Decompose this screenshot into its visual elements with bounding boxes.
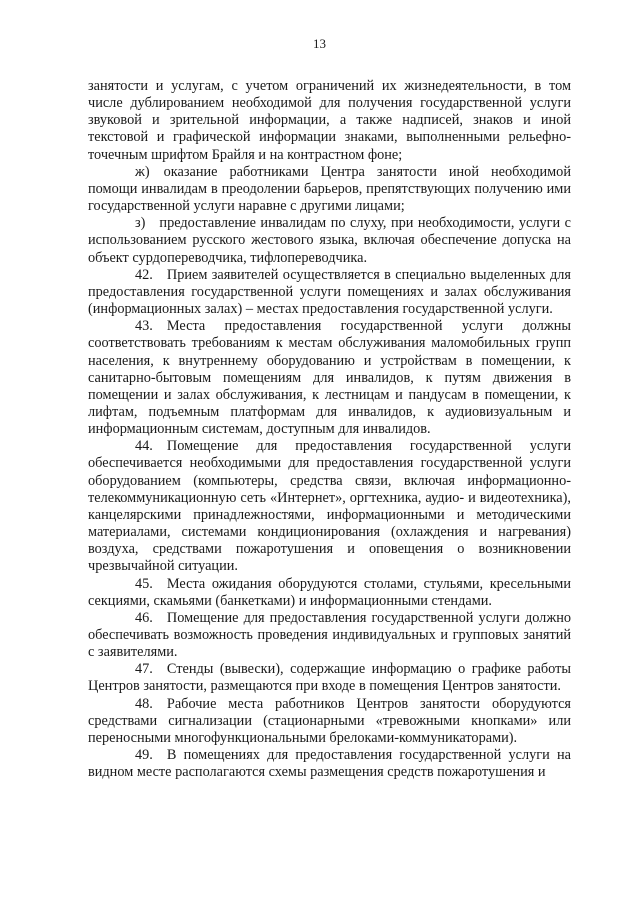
paragraph-47 xyxy=(88,661,571,695)
paragraph-42 xyxy=(88,267,571,318)
paragraph-text: Места предоставления государственной услуги должны соответствовать требованиям к местам обслуживания маломобильных групп населения, к внутреннему оборудованию и устройствам в помещении, к санитарно-бытовым помещениям для инвалидов, к путям движения в помещении и залах обслуживания, к лестницам и пандусам в помещении, к лифтам, подъемным платформам для инвалидов, к аудиовизуальным и информационным системам, доступным для инвалидов. xyxy=(88,318,571,438)
document-body xyxy=(88,78,571,781)
paragraph-item-z xyxy=(88,215,571,266)
item-marker: ж) xyxy=(135,163,150,180)
item-number: 48. xyxy=(135,695,153,712)
item-number: 43. xyxy=(135,318,153,335)
paragraph-text: Стенды (вывески), содержащие информацию о графике работы Центров занятости, размещаются при входе в помещения Центров занятости. xyxy=(88,661,571,695)
paragraph-44 xyxy=(88,438,571,575)
item-number: 49. xyxy=(135,747,153,764)
paragraph-text: Помещение для предоставления государственной услуги должно обеспечивать возможность проведения индивидуальных и групповых занятий с заявителями. xyxy=(88,609,571,661)
paragraph-text: предоставление инвалидам по слуху, при необходимости, услуги с использованием русского жестового языка, включая обеспечение допуска на объект сурдопереводчика, тифлопереводчика. xyxy=(88,215,571,266)
paragraph-48 xyxy=(88,696,571,747)
item-number: 42. xyxy=(135,266,153,283)
paragraph-text: Прием заявителей осуществляется в специально выделенных для предоставления государственной услуги помещениях и залах обслуживания (информационных залах) – местах предоставления государственной услуги. xyxy=(88,266,571,318)
paragraph-text: занятости и услугам, с учетом ограничений их жизнедеятельности, в том числе дублированием необходимой для получения государственной услуги звуковой и зрительной информации, а также надписей, знаков и иной текстовой и графической информации знаками, выполненными рельефно-точечным шрифтом Брайля и на контрастном фоне; xyxy=(88,78,571,163)
item-number: 45. xyxy=(135,575,153,592)
paragraph-text: В помещениях для предоставления государственной услуги на видном месте располагаются схемы размещения средств пожаротушения и xyxy=(88,747,571,781)
item-number: 47. xyxy=(135,661,153,678)
paragraph-item-zh xyxy=(88,164,571,215)
item-number: 46. xyxy=(135,609,153,626)
paragraph-continuation xyxy=(88,78,571,164)
paragraph-text: оказание работниками Центра занятости иной необходимой помощи инвалидам в преодолении барьеров, препятствующих получению ими государственной услуги наравне с другими лицами; xyxy=(88,163,571,215)
paragraph-45 xyxy=(88,576,571,610)
item-number: 44. xyxy=(135,438,153,455)
page-number: 13 xyxy=(313,36,326,51)
paragraph-43 xyxy=(88,318,571,438)
paragraph-text: Помещение для предоставления государственной услуги обеспечивается необходимыми для предоставления государственной услуги оборудованием (компьютеры, средства связи, включая информационно-телекоммуникационную сеть «Интернет», оргтехника, аудио- и видеотехника), канцелярскими принадлежностями, информационными и методическими материалами, системами кондиционирования (охлаждения и нагревания) воздуха, средствами пожаротушения и оповещения о возникновении чрезвычайной ситуации. xyxy=(88,438,571,575)
paragraph-46 xyxy=(88,610,571,661)
paragraph-49 xyxy=(88,747,571,781)
item-marker: з) xyxy=(135,215,146,232)
paragraph-text: Рабочие места работников Центров занятости оборудуются средствами сигнализации (стационарными «тревожными кнопками» или переносными многофункциональными брелоками-коммуникаторами). xyxy=(88,695,571,746)
paragraph-text: Места ожидания оборудуются столами, стульями, кресельными секциями, скамьями (банкетками) и информационными стендами. xyxy=(88,575,571,609)
